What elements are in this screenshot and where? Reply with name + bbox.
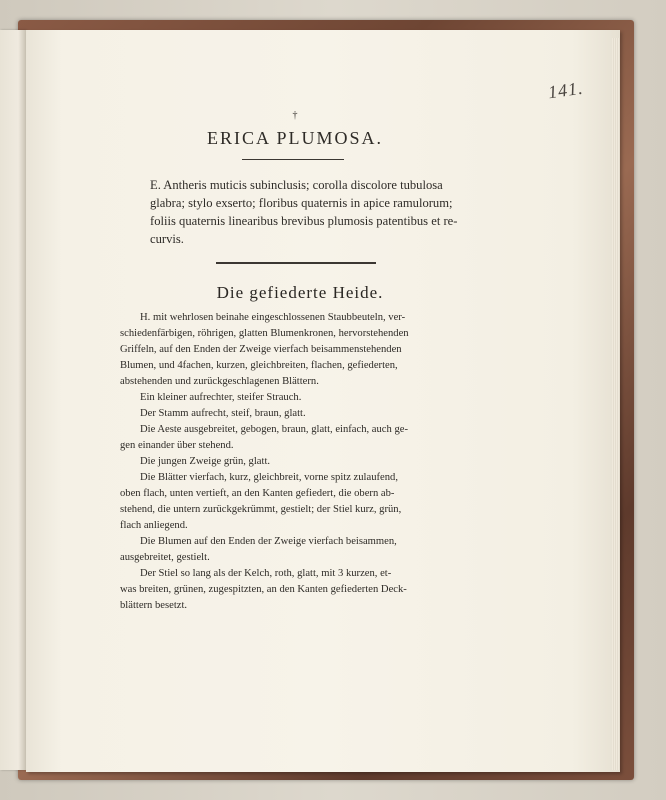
german-line: gen einander über stehend. <box>120 440 234 451</box>
small-mark: † <box>292 110 298 121</box>
german-line: Blumen, und 4fachen, kurzen, gleichbreiten, flachen, gefiederten, <box>120 360 398 371</box>
latin-line: E. Antheris muticis subinclusis; corolla discolore tubulosa <box>150 178 443 192</box>
german-line: Griffeln, auf den Enden der Zweige vierfach beisammenstehenden <box>120 344 402 355</box>
german-title: Die gefiederte Heide. <box>216 283 384 302</box>
german-line: Der Stamm aufrecht, steif, braun, glatt. <box>140 408 306 419</box>
german-line: blättern besetzt. <box>120 600 188 611</box>
german-line: abstehenden und zurückgeschlagenen Blättern. <box>120 376 319 387</box>
german-line: ausgebreitet, gestielt. <box>120 552 210 563</box>
german-line: was breiten, grünen, zugespitzten, an den Kanten gefiederten Deck- <box>120 584 407 595</box>
latin-description <box>150 176 460 248</box>
german-line: Ein kleiner aufrechter, steifer Strauch. <box>140 392 302 403</box>
german-line: Die Aeste ausgebreitet, gebogen, braun, glatt, einfach, auch ge- <box>140 424 408 435</box>
german-line: H. mit wehrlosen beinahe eingeschlossenen Staubbeuteln, ver- <box>140 312 406 323</box>
latin-line: foliis quaternis linearibus brevibus plumosis patentibus et re- <box>150 214 458 228</box>
title-rule <box>242 159 344 160</box>
german-line: Der Stiel so lang als der Kelch, roth, glatt, mit 3 kurzen, et- <box>140 568 392 579</box>
german-line: Die jungen Zweige grün, glatt. <box>140 456 271 467</box>
page-title: ERICA PLUMOSA. <box>206 128 384 148</box>
latin-line: curvis. <box>150 232 184 246</box>
section-rule <box>216 262 376 264</box>
german-line: oben flach, unten vertieft, an den Kanten gefiedert, die obern ab- <box>120 488 395 499</box>
german-line: schiedenfärbigen, röhrigen, glatten Blumenkronen, hervorstehenden <box>120 328 409 339</box>
german-line: stehend, die untern zurückgekrümmt, gestielt; der Stiel kurz, grün, <box>120 504 402 515</box>
german-description <box>120 310 460 614</box>
german-line: flach anliegend. <box>120 520 188 531</box>
german-line: Die Blätter vierfach, kurz, gleichbreit, vorne spitz zulaufend, <box>140 472 398 483</box>
german-line: Die Blumen auf den Enden der Zweige vierfach beisammen, <box>140 536 397 547</box>
page-number: 141. <box>546 77 585 103</box>
latin-line: glabra; stylo exserto; floribus quaternis in apice ramulorum; <box>150 196 453 210</box>
